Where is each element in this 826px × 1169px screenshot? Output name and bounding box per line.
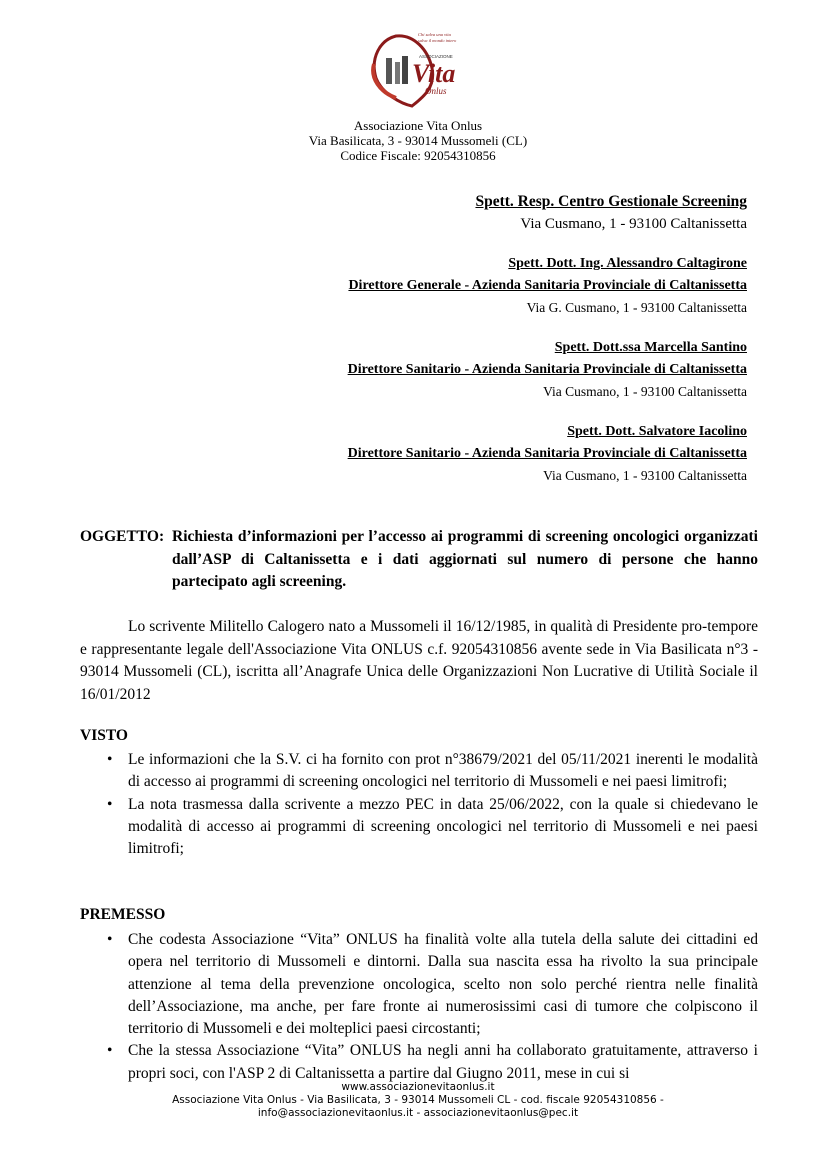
bullet-icon: •: [107, 931, 113, 948]
section-title-visto: VISTO: [80, 727, 128, 744]
list-item: [80, 1040, 758, 1085]
subject-text: Richiesta d’informazioni per l’accesso ai programmi di screening oncologici organizzati dall’ASP di Caltanissetta e i dati aggiornati sul numero di persone che hanno partecipato agli screening.: [172, 528, 758, 590]
footer-address: Associazione Vita Onlus - Via Basilicata, 3 - 93014 Mussomeli CL - cod. fiscale 92054310856 -: [172, 1094, 664, 1106]
sender-address: Via Basilicata, 3 - 93014 Mussomeli (CL): [308, 133, 528, 148]
list-item-text: Che codesta Associazione “Vita” ONLUS ha finalità volte alla tutela della salute dei cittadini ed opera nel territorio di Mussomeli e dintorni. Dalla sua nascita essa ha rivolto la sua principale attenzione al tema della prevenzione oncologica, scelto non solo perché rientra nelle finalità dell’Associazione, ma anche, per fare fronte ai numerosissimi casi di tumore che colpiscono il territorio di Mussomeli e dei molteplici paesi circostanti;: [128, 931, 758, 1038]
recipient-role: Direttore Sanitario - Azienda Sanitaria Provinciale di Caltanissetta: [347, 362, 747, 377]
premesso-list: [80, 929, 758, 1085]
svg-text:Onlus: Onlus: [425, 86, 447, 96]
subject-label: OGGETTO:: [80, 528, 165, 545]
bullet-icon: •: [107, 751, 113, 768]
recipient-address: Via G. Cusmano, 1 - 93100 Caltanissetta: [526, 300, 747, 315]
recipient-name: Spett. Dott. Salvatore Iacolino: [567, 424, 747, 439]
recipient-address: Via Cusmano, 1 - 93100 Caltanissetta: [543, 468, 747, 483]
intro-paragraph: Lo scrivente Militello Calogero nato a Mussomeli il 16/12/1985, in qualità di Presidente pro-tempore e rappresentante legale dell'Associazione Vita ONLUS c.f. 92054310856 avente sede in Via Basilicata n°3 - 93014 Mussomeli (CL), iscritta all’Anagrafe Unica delle Organizzazioni Non Lucrative di Utilità Sociale il 16/01/2012: [80, 618, 758, 703]
recipient-name: Spett. Dott.ssa Marcella Santino: [554, 340, 747, 355]
svg-text:Vita: Vita: [412, 59, 456, 88]
recipient-1: [348, 191, 747, 235]
bullet-icon: •: [107, 795, 113, 813]
recipient-name: Spett. Dott. Ing. Alessandro Caltagirone: [508, 256, 747, 271]
page-footer: [0, 1081, 826, 1120]
svg-text:salva il mondo intero: salva il mondo intero: [418, 38, 457, 43]
section-title-premesso: PREMESSO: [80, 906, 166, 923]
sender-block: [0, 118, 826, 163]
sender-name: Associazione Vita Onlus: [353, 118, 483, 133]
recipient-address: Via Cusmano, 1 - 93100 Caltanissetta: [543, 384, 747, 399]
list-item-text: Le informazioni che la S.V. ci ha fornito con prot n°38679/2021 del 05/11/2021 inerenti le modalità di accesso ai programmi di screening oncologici nel territorio di Mussomeli e nei paesi limitrofi;: [128, 751, 758, 791]
recipients-block: [348, 191, 747, 505]
visto-list: [80, 749, 758, 860]
recipient-2: [348, 253, 747, 319]
bullet-icon: •: [107, 1042, 113, 1060]
svg-text:ASSOCIAZIONE: ASSOCIAZIONE: [419, 54, 453, 59]
svg-text:Chi salva una vita: Chi salva una vita: [418, 32, 451, 37]
list-item: [80, 749, 758, 794]
recipient-4: [348, 421, 747, 487]
footer-website: www.associazionevitaonlus.it: [341, 1081, 495, 1093]
list-item: [80, 929, 758, 1040]
recipient-address: Via Cusmano, 1 - 93100 Caltanissetta: [520, 216, 747, 232]
recipient-role: Direttore Sanitario - Azienda Sanitaria Provinciale di Caltanissetta: [347, 446, 747, 461]
sender-tax-code: Codice Fiscale: 92054310856: [340, 148, 496, 163]
list-item: [80, 794, 758, 861]
footer-emails: info@associazionevitaonlus.it - associazionevitaonlus@pec.it: [257, 1107, 579, 1119]
association-logo: [362, 28, 472, 108]
list-item-text: La nota trasmessa dalla scrivente a mezzo PEC in data 25/06/2022, con la quale si chiedevano le modalità di accesso ai programmi di screening oncologici nel territorio di Mussomeli e nei paesi limitrofi;: [128, 795, 758, 858]
subject-block: [80, 526, 758, 594]
recipient-role: Direttore Generale - Azienda Sanitaria Provinciale di Caltanissetta: [348, 278, 747, 293]
recipient-name: Spett. Resp. Centro Gestionale Screening: [475, 193, 747, 210]
list-item-text: Che la stessa Associazione “Vita” ONLUS ha negli anni ha collaborato gratuitamente, attraverso i propri soci, con l'ASP 2 di Caltanissetta a partire dal Giugno 2011, mese in cui si: [128, 1042, 758, 1082]
recipient-3: [348, 337, 747, 403]
